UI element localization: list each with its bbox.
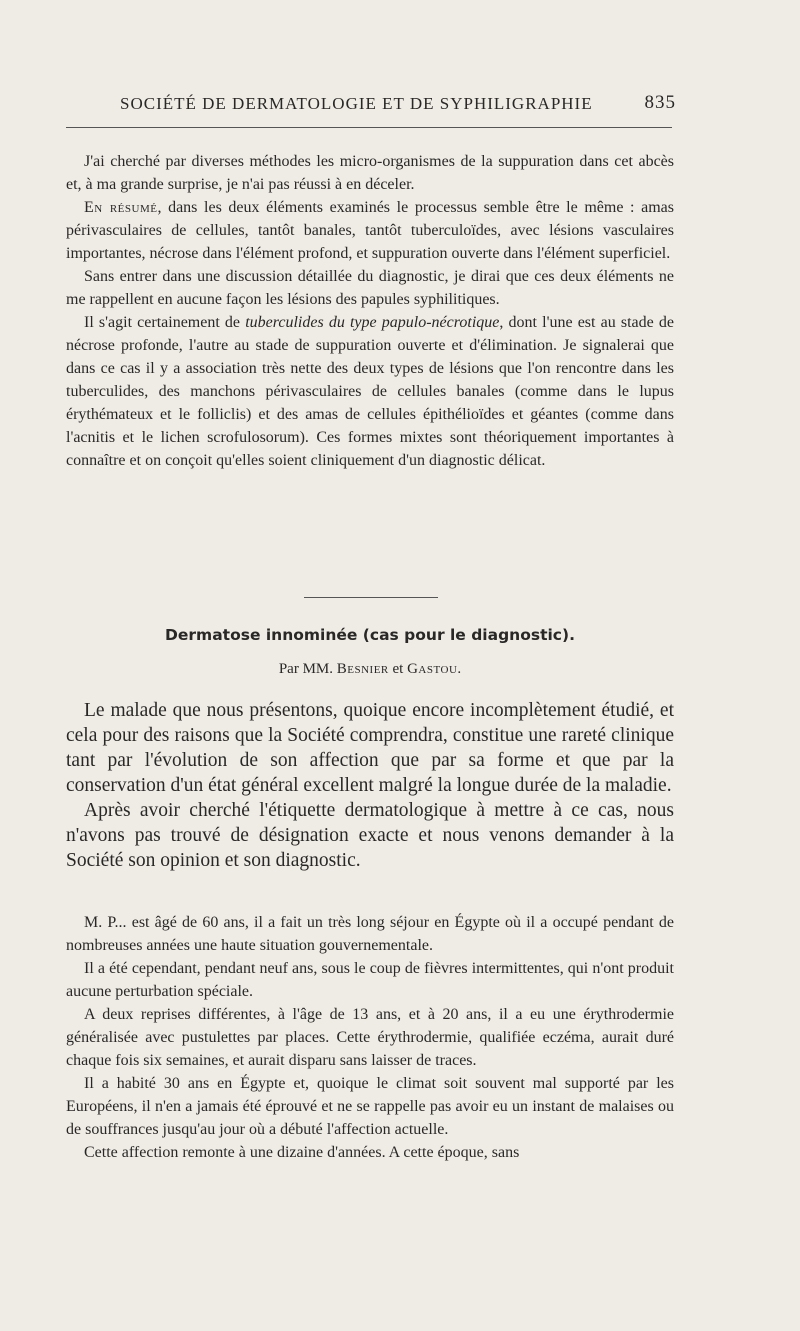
summary-lead: En résumé xyxy=(84,199,158,216)
intro-paragraph-2 xyxy=(66,196,674,265)
case-paragraph-1: M. P... est âgé de 60 ans, il a fait un très long séjour en Égypte où il a occupé pendant de nombreuses années une haute situation gouvernementale. xyxy=(66,914,674,954)
p4-end: , dont l'une est au stade de nécrose profonde, l'autre au stade de suppuration ouverte et d'élimination. Je signalerai que dans ce cas il y a association très nette des deux types de lésions que l'on rencontre dans les tuberculides, des manchons périvasculaires de cellules banales (comme dans le lupus érythémateux et le folliclis) et des amas de cellules épithélioïdes et géantes (comme dans l'acnitis et le lichen scrofulosorum). Ces formes mixtes sont théoriquement importantes à connaître et on conçoit qu'elles soient cliniquement d'un diagnostic délicat. xyxy=(66,314,675,469)
presentation-paragraph-1: Le malade que nous présentons, quoique encore incomplètement étudié, et cela pour des raisons que la Société comprendra, constitue une rareté clinique tant par l'évolution de son affection que par sa forme et que par la conservation d'un état général excellent malgré la longue durée de la maladie. xyxy=(66,700,674,796)
author-besnier: Besnier xyxy=(336,661,389,677)
intro-paragraph-4 xyxy=(66,311,674,472)
running-header xyxy=(116,92,676,120)
byline xyxy=(66,661,674,678)
page-number: 835 xyxy=(644,92,676,113)
case-paragraph-4: Il a habité 30 ans en Égypte et, quoique le climat soit souvent mal supporté par les Européens, il n'en a jamais été éprouvé et ne se rappelle pas avoir eu un instant de malaises ou de souffrances jusqu'au jour où a débuté l'affection actuelle. xyxy=(66,1075,674,1138)
author-gastou: Gastou xyxy=(407,661,458,677)
intro-text xyxy=(66,150,674,472)
presentation-paragraph-2: Après avoir cherché l'étiquette dermatologique à mettre à ce cas, nous n'avons pas trouvé de désignation exacte et nous venons demander à la Société son opinion et son diagnostic. xyxy=(66,800,674,871)
summary-text: , dans les deux éléments examinés le processus semble être le même : amas périvasculaires de cellules, tantôt banales, tantôt tuberculoïdes, avec lésions vasculaires importantes, nécrose dans l'élément profond, et suppuration ouverte dans l'élément superficiel. xyxy=(66,199,674,262)
presentation-text xyxy=(66,698,674,873)
p4-italic-term: tuberculides du type papulo-nécrotique xyxy=(245,314,500,331)
section-title: Dermatose innominée (cas pour le diagnostic). xyxy=(165,626,575,644)
p4-start: Il s'agit certainement de xyxy=(84,314,246,331)
running-title: SOCIÉTÉ DE DERMATOLOGIE ET DE SYPHILIGRAPHIE xyxy=(120,94,593,113)
case-paragraph-3: A deux reprises différentes, à l'âge de 13 ans, et à 20 ans, il a eu une érythrodermie généralisée avec pustulettes par places. Cette érythrodermie, qualifiée eczéma, aurait duré chaque fois six semaines, et aurait disparu sans laisser de traces. xyxy=(66,1006,674,1069)
section-divider xyxy=(304,597,438,598)
byline-prefix: Par MM. xyxy=(278,661,337,677)
byline-join: et xyxy=(388,661,408,677)
case-paragraph-5: Cette affection remonte à une dizaine d'années. A cette époque, sans xyxy=(84,1144,520,1161)
byline-suffix: . xyxy=(457,661,462,677)
case-paragraph-2: Il a été cependant, pendant neuf ans, sous le coup de fièvres intermittentes, qui n'ont produit aucune perturbation spéciale. xyxy=(66,960,674,1000)
intro-paragraph-3: Sans entrer dans une discussion détaillée du diagnostic, je dirai que ces deux éléments ne me rappellent en aucune façon les lésions des papules syphilitiques. xyxy=(66,268,674,308)
intro-paragraph-1: J'ai cherché par diverses méthodes les micro-organismes de la suppuration dans cet abcès et, à ma grande surprise, je n'ai pas réussi à en déceler. xyxy=(66,153,674,193)
header-rule xyxy=(66,127,672,128)
case-history-text xyxy=(66,911,674,1164)
